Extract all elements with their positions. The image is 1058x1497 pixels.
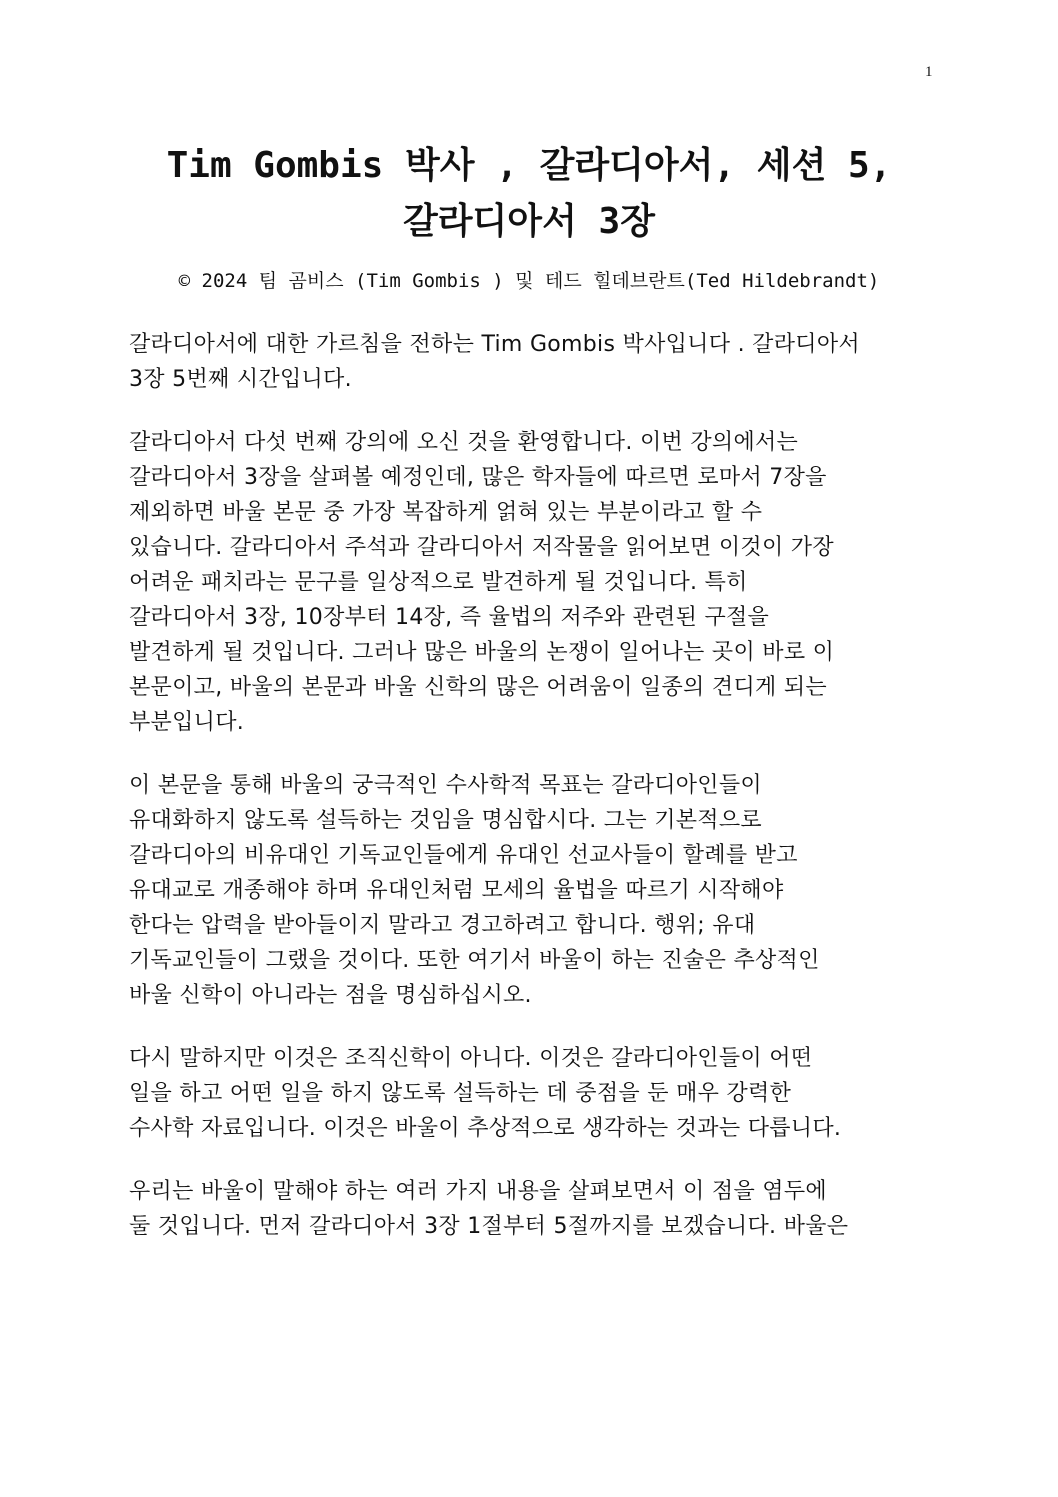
- paragraph-line: 수사학 자료입니다. 이것은 바울이 추상적으로 생각하는 것과는 다릅니다.: [129, 1116, 842, 1141]
- paragraph-line: 다시 말하지만 이것은 조직신학이 아니다. 이것은 갈라디아인들이 어떤: [129, 1046, 813, 1071]
- paragraph-line: 발견하게 될 것입니다. 그러나 많은 바울의 논쟁이 일어나는 곳이 바로 이: [129, 640, 835, 665]
- paragraph-line: 3장 5번째 시간입니다.: [129, 367, 352, 392]
- paragraph-line: 갈라디아서 다섯 번째 강의에 오신 것을 환영합니다. 이번 강의에서는: [129, 430, 799, 455]
- paragraph-line: 바울 신학이 아니라는 점을 명심하십시오.: [129, 983, 532, 1008]
- paragraph-2: [129, 425, 929, 740]
- paragraph-line: 둘 것입니다. 먼저 갈라디아서 3장 1절부터 5절까지를 보겠습니다. 바울은: [129, 1214, 849, 1239]
- paragraph-line: 우리는 바울이 말해야 하는 여러 가지 내용을 살펴보면서 이 점을 염두에: [129, 1179, 827, 1204]
- paragraph-line: 있습니다. 갈라디아서 주석과 갈라디아서 저작물을 읽어보면 이것이 가장: [129, 535, 834, 560]
- paragraph-line: 갈라디아서에 대한 가르침을 전하는 Tim Gombis 박사입니다 . 갈라디아서: [129, 332, 860, 357]
- copyright-notice: © 2024 팀 곰비스 (Tim Gombis ) 및 테드 힐데브란트(Ted Hildebrandt): [178, 270, 880, 292]
- paragraph-line: 일을 하고 어떤 일을 하지 않도록 설득하는 데 중점을 둔 매우 강력한: [129, 1081, 792, 1106]
- paragraph-line: 제외하면 바울 본문 중 가장 복잡하게 얽혀 있는 부분이라고 할 수: [129, 500, 763, 525]
- document-title: [60, 138, 998, 250]
- paragraph-line: 갈라디아서 3장, 10장부터 14장, 즉 율법의 저주와 관련된 구절을: [129, 605, 770, 630]
- paragraph-line: 갈라디아의 비유대인 기독교인들에게 유대인 선교사들이 할례를 받고: [129, 843, 798, 868]
- paragraph-line: 본문이고, 바울의 본문과 바울 신학의 많은 어려움이 일종의 견디게 되는: [129, 675, 827, 700]
- document-body: [129, 327, 929, 1272]
- paragraph-1: [129, 327, 929, 397]
- paragraph-5: [129, 1174, 929, 1244]
- paragraph-4: [129, 1041, 929, 1146]
- document-title-line-2: 갈라디아서 3장: [402, 201, 655, 242]
- page-number: 1: [925, 64, 933, 80]
- paragraph-line: 유대교로 개종해야 하며 유대인처럼 모세의 율법을 따르기 시작해야: [129, 878, 784, 903]
- document-title-line-1: Tim Gombis 박사 , 갈라디아서, 세션 5,: [166, 145, 892, 186]
- paragraph-line: 어려운 패치라는 문구를 일상적으로 발견하게 될 것입니다. 특히: [129, 570, 748, 595]
- paragraph-line: 부분입니다.: [129, 710, 245, 735]
- paragraph-line: 이 본문을 통해 바울의 궁극적인 수사학적 목표는 갈라디아인들이: [129, 773, 762, 798]
- paragraph-line: 기독교인들이 그랬을 것이다. 또한 여기서 바울이 하는 진술은 추상적인: [129, 948, 820, 973]
- paragraph-line: 유대화하지 않도록 설득하는 것임을 명심합시다. 그는 기본적으로: [129, 808, 762, 833]
- paragraph-3: [129, 768, 929, 1013]
- paragraph-line: 한다는 압력을 받아들이지 말라고 경고하려고 합니다. 행위; 유대: [129, 913, 756, 938]
- paragraph-line: 갈라디아서 3장을 살펴볼 예정인데, 많은 학자들에 따르면 로마서 7장을: [129, 465, 827, 490]
